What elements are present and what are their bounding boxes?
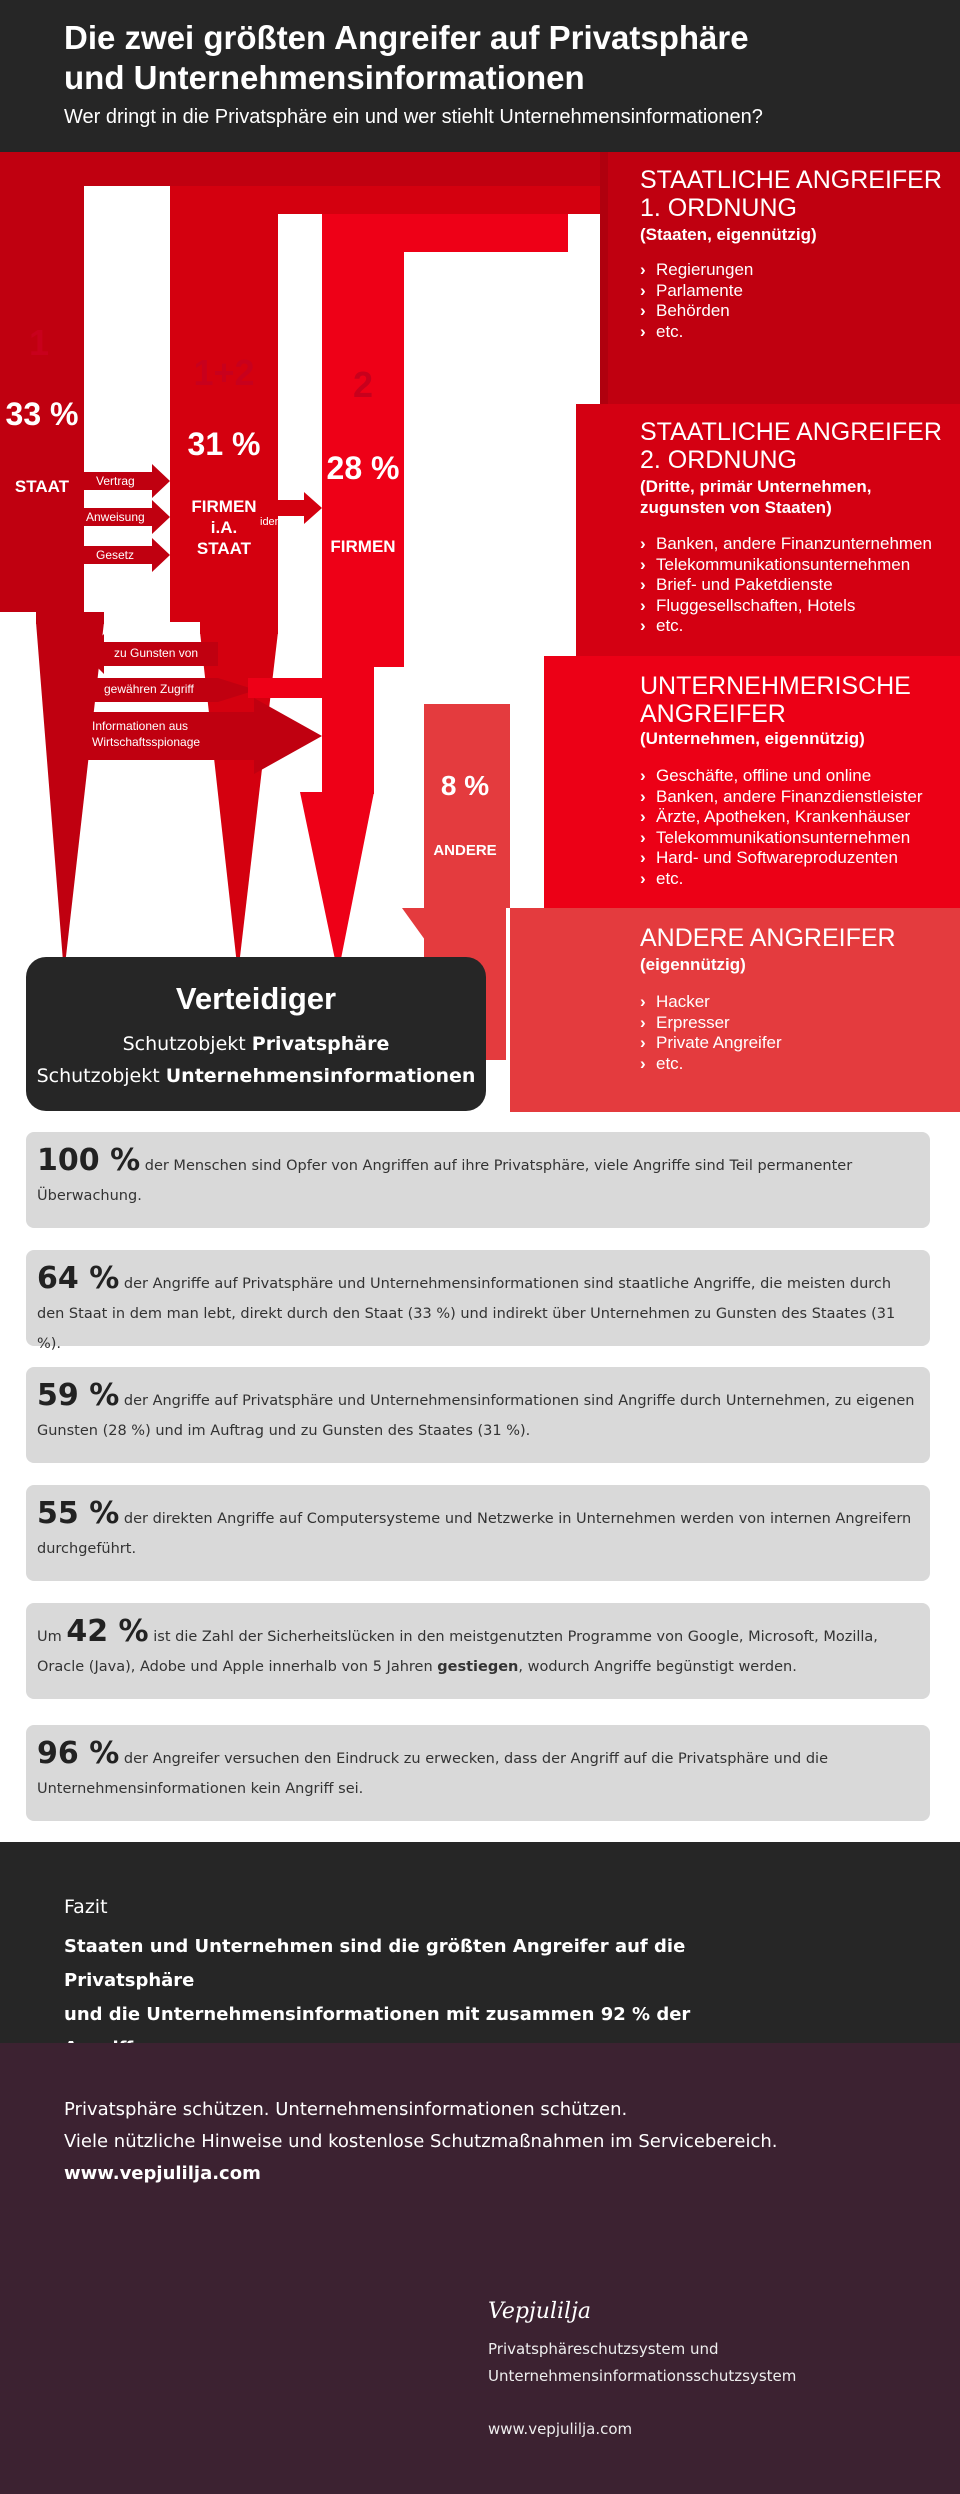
list-item: › Banken, andere Finanzunternehmen [640, 534, 932, 555]
column-1-label: STAAT [14, 477, 70, 496]
box-2-list [640, 534, 932, 637]
box-3-title-line-2: ANGREIFER [640, 700, 786, 728]
stat-suffix: , wodurch Angriffe begünstigt werden. [518, 1659, 797, 1675]
stat-description: der Menschen sind Opfer von Angriffen auf ihre Privatsphäre, viele Angriffe sind Teil permanenter Überwachung. [37, 1158, 853, 1204]
stat-bold: gestiegen [437, 1659, 519, 1675]
stat-number: 100 % [37, 1143, 141, 1178]
list-item: › etc. [640, 616, 932, 637]
column-3-label: FIRMEN [330, 537, 396, 556]
arrow-down-2-stem [200, 618, 278, 634]
list-item: › Parlamente [640, 281, 753, 302]
box-2-subtitle-line-1: (Dritte, primär Unternehmen, [640, 477, 872, 496]
column-2-label-line-1: FIRMEN [191, 497, 257, 516]
stat-box-3 [26, 1367, 930, 1463]
stat-number: 64 % [37, 1261, 120, 1296]
box-1-title-line-2: 1. ORDNUNG [640, 194, 797, 222]
stat-text [37, 1378, 917, 1446]
column-1-path [0, 182, 170, 186]
label-zugriff: gewähren Zugriff [104, 682, 194, 696]
stat-box-6 [26, 1725, 930, 1821]
stat-number: 55 % [37, 1496, 120, 1531]
list-item: › Telekommunikationsunternehmen [640, 555, 932, 576]
box-3-title-line-1: UNTERNEHMERISCHE [640, 672, 911, 700]
stat-prefix: Um [37, 1629, 67, 1645]
arrow-down-1-stem [36, 612, 104, 624]
stat-description: der Angriffe auf Privatsphäre und Unternehmensinformationen sind staatliche Angriffe, die meisten durch den Staat in dem man lebt, direkt durch den Staat (33 %) und indirekt über Unternehmen zu Gunsten des Staates (31 %). [37, 1276, 896, 1352]
defender-line-1-bold: Privatsphäre [251, 1033, 390, 1055]
label-anweisung: Anweisung [86, 510, 145, 524]
column-3-number: 2 [352, 364, 374, 405]
list-item: › Fluggesellschaften, Hotels [640, 596, 932, 617]
box-4-list [640, 992, 782, 1074]
list-item: › Ärzte, Apotheken, Krankenhäuser [640, 807, 923, 828]
box-2-title-line-2: 2. ORDNUNG [640, 446, 797, 474]
stat-description: der Angreifer versuchen den Eindruck zu erwecken, dass der Angriff auf die Privatsphäre und die Unternehmensinformationen kein Angriff sei. [37, 1751, 828, 1797]
arrow-down-3 [300, 792, 374, 974]
stat-text [37, 1614, 917, 1682]
footer [0, 2043, 960, 2494]
arrow-firmen-stripe [248, 678, 322, 698]
stat-text [37, 1261, 917, 1359]
box-3-list [640, 766, 923, 889]
label-spionage-line-2: Wirtschaftsspionage [92, 735, 201, 749]
list-item: › etc. [640, 322, 753, 343]
stat-text [37, 1736, 917, 1804]
stat-number: 96 % [37, 1736, 120, 1771]
defender-line-1 [26, 1033, 486, 1055]
column-1-number: 1 [28, 322, 50, 363]
list-item: › etc. [640, 869, 923, 890]
title-line-2: und Unternehmensinformationen [64, 59, 585, 96]
list-item: › Behörden [640, 301, 753, 322]
arrow-down-1 [36, 622, 104, 974]
list-item: › Regierungen [640, 260, 753, 281]
brand-logo: Vepjulilja [488, 2299, 592, 2324]
box-1-list [640, 260, 753, 342]
list-item: › Banken, andere Finanzdienstleister [640, 787, 923, 808]
stat-number: 42 % [66, 1614, 149, 1649]
label-identisch: identisch [260, 516, 304, 528]
list-item: › Private Angreifer [640, 1033, 782, 1054]
list-item: › Erpresser [640, 1013, 782, 1034]
column-2-label-line-3: STAAT [196, 539, 252, 558]
list-item: › etc. [640, 1054, 782, 1075]
box-4-title: ANDERE ANGREIFER [640, 924, 896, 952]
column-3-shape [322, 214, 568, 667]
stat-text [37, 1496, 917, 1564]
label-gesetz: Gesetz [96, 548, 135, 562]
box-2-title-line-1: STAATLICHE ANGREIFER [640, 418, 942, 446]
box-1-subtitle: (Staaten, eigennützig) [640, 225, 817, 244]
arrow-spionage-head [254, 698, 322, 774]
list-item: › Hard- und Softwareproduzenten [640, 848, 923, 869]
title-line-1: Die zwei größten Angreifer auf Privatsphäre [64, 19, 749, 56]
list-item: › Telekommunikationsunternehmen [640, 828, 923, 849]
label-zu-gunsten: zu Gunsten von [114, 646, 199, 660]
column-2-label-line-2: i.A. [210, 518, 238, 537]
defender-title: Verteidiger [175, 981, 337, 1016]
label-spionage-line-1: Informationen aus [92, 719, 189, 733]
box-1-title-line-1: STAATLICHE ANGREIFER [640, 166, 942, 194]
stat-text [37, 1143, 917, 1211]
footer-line-2: Viele nützliche Hinweise und kostenlose Schutzmaßnahmen im Servicebereich. [64, 2131, 778, 2152]
stat-description: ist die Zahl der Sicherheitslücken in den meistgenutzten Programme von Google, Microsoft, Mozilla, Oracle (Java), Adobe und Apple innerhalb von 5 Jahren [37, 1629, 878, 1675]
box-2-subtitle-line-2: zugunsten von Staaten) [640, 498, 832, 517]
brand-tagline-2: Unternehmensinformationsschutzsystem [488, 2367, 797, 2385]
stat-box-5 [26, 1603, 930, 1699]
defender-line-2 [26, 1065, 486, 1087]
conclusion-label: Fazit [64, 1896, 108, 1918]
arrow-down-3-stem [322, 662, 374, 794]
brand-url-link[interactable]: www.vepjulilja.com [488, 2420, 633, 2438]
band-shade [600, 152, 608, 404]
conclusion-line-2: und die Unternehmensinformationen mit zusammen 92 % der [64, 2004, 691, 2025]
column-4-percent: 8 % [440, 770, 490, 801]
stat-box-4 [26, 1485, 930, 1581]
column-2-percent: 31 % [187, 426, 261, 462]
defender-line-2-prefix: Schutzobjekt [36, 1065, 166, 1087]
box-4-subtitle: (eigennützig) [640, 955, 746, 974]
stat-box-2 [26, 1250, 930, 1352]
stat-description: der Angriffe auf Privatsphäre und Unternehmensinformationen sind Angriffe durch Unternehmen, zu eigenen Gunsten (28 %) und im Auftrag und zu Gunsten des Staates (31 %). [37, 1393, 915, 1439]
stat-number: 59 % [37, 1378, 120, 1413]
box-3-subtitle: (Unternehmen, eigennützig) [640, 729, 865, 748]
column-4-label: ANDERE [433, 842, 497, 859]
column-2-number: 1+2 [193, 352, 255, 393]
list-item: › Geschäfte, offline und online [640, 766, 923, 787]
band-dark [0, 152, 608, 186]
brand-tagline-1: Privatsphäreschutzsystem und [488, 2340, 719, 2358]
defender-line-2-bold: Unternehmensinformationen [165, 1065, 476, 1087]
page-subtitle: Wer dringt in die Privatsphäre ein und wer stiehlt Unternehmensinformationen? [64, 106, 763, 128]
conclusion-section [0, 1842, 960, 2043]
column-1-percent: 33 % [5, 396, 79, 432]
page-title [64, 18, 904, 98]
stat-box-1 [26, 1132, 930, 1228]
defender-box [26, 957, 486, 1111]
header [0, 0, 960, 152]
column-3-percent: 28 % [326, 450, 400, 486]
conclusion-line-1: Staaten und Unternehmen sind die größten Angreifer auf die Privatsphäre [64, 1936, 686, 1991]
label-vertrag: Vertrag [96, 474, 135, 488]
label-spionage [92, 718, 200, 750]
list-item: › Hacker [640, 992, 782, 1013]
footer-line-1: Privatsphäre schützen. Unternehmensinformationen schützen. [64, 2099, 628, 2120]
list-item: › Brief- und Paketdienste [640, 575, 932, 596]
defender-line-1-prefix: Schutzobjekt [122, 1033, 252, 1055]
footer-url-link[interactable]: www.vepjulilja.com [64, 2163, 261, 2184]
stat-description: der direkten Angriffe auf Computersysteme und Netzwerke in Unternehmen werden von internen Angreifern durchgeführt. [37, 1511, 912, 1557]
